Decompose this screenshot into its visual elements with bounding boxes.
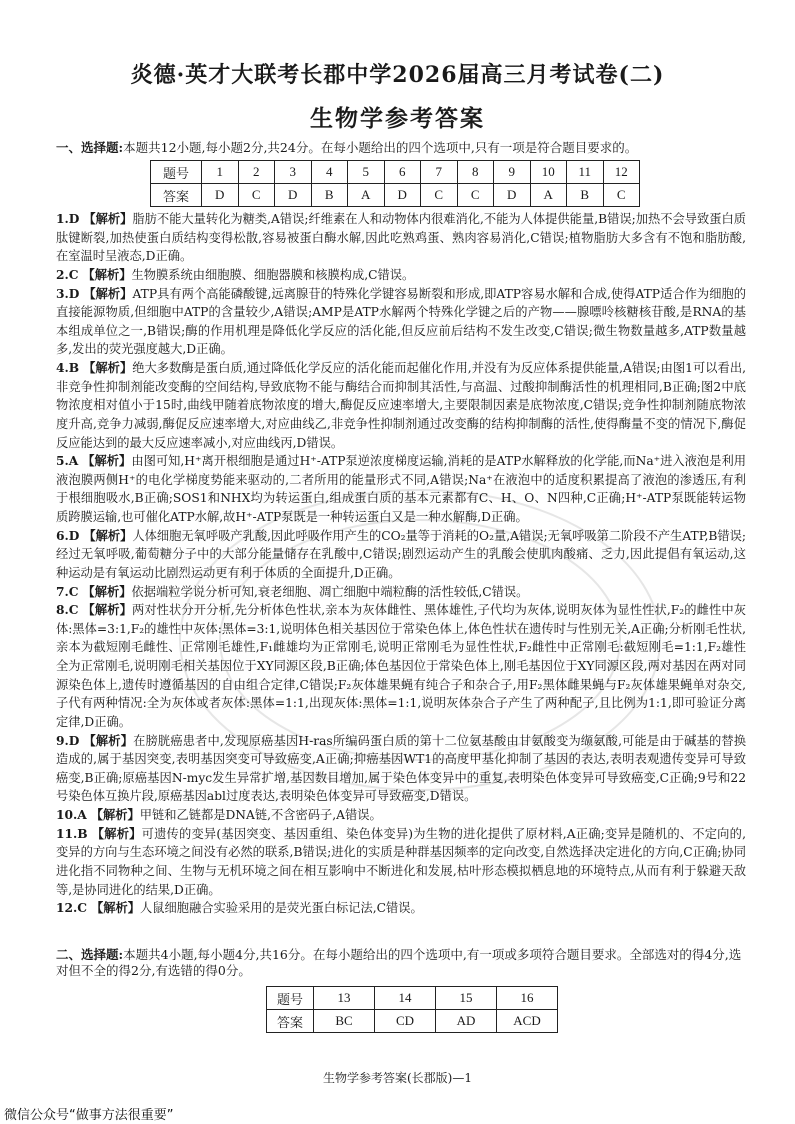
answer-cell: BC <box>314 1010 375 1033</box>
explanation-item <box>56 452 746 527</box>
answer-cell: AD <box>436 1010 497 1033</box>
row-label-question: 题号 <box>267 987 314 1010</box>
question-number-cell: 7 <box>421 161 458 184</box>
question-number-cell: 16 <box>497 987 558 1010</box>
answer-cell: B <box>311 184 348 207</box>
explanation-text: 人鼠细胞融合实验采用的是荧光蛋白标记法,C错误。 <box>139 901 423 916</box>
explanation-text: 绝大多数酶是蛋白质,通过降低化学反应的活化能而起催化作用,并没有为反应体系提供能量,A错误;由图1可以看出,非竞争性抑制剂能改变酶的空间结构,导致底物不能与酶结合而抑制其活性,与高温、过酸抑制酶活性的机理相同,B正确;图2中底物浓度相对值小于15时,曲线甲随着底物浓度的增大,酶促反应速率增大,主要限制因素是底物浓度,C错误;竞争性抑制剂随底物浓度升高,竞争力减弱,酶促反应速率增大,对应曲线乙,非竞争性抑制剂通过改变酶的结构抑制酶的活性,使得酶量不变的情况下,酶促反应能达到的最大反应速率减小,对应曲线丙,D错误。 <box>56 361 747 450</box>
explanation-number: 7.C <box>56 583 79 599</box>
question-number-cell: 6 <box>384 161 421 184</box>
table-row-answers <box>151 184 640 207</box>
explanation-item <box>56 266 746 285</box>
section2-answer-table <box>266 986 558 1033</box>
section1-answer-table <box>150 160 640 207</box>
row-label-question: 题号 <box>151 161 202 184</box>
question-number-cell: 13 <box>314 987 375 1010</box>
section1-heading: 一、选择题: <box>56 140 124 155</box>
question-number-cell: 14 <box>375 987 436 1010</box>
explanation-number: 10.A <box>56 807 87 822</box>
explanation-text: 甲链和乙链都是DNA链,不含密码子,A错误。 <box>139 808 382 822</box>
explanation-tag: 【解析】 <box>83 360 133 375</box>
section2-instruction: 本题共4小题,每小题4分,共16分。在每小题给出的四个选项中,有一项或多项符合题目要求。全部选对的得4分,选对但不全的得2分,有选错的得0分。 <box>56 947 742 978</box>
explanation-tag: 【解析】 <box>83 732 134 748</box>
answer-cell: B <box>567 184 604 207</box>
explanation-number: 12.C <box>56 900 88 916</box>
answer-cell: D <box>494 184 531 207</box>
answer-cell: C <box>603 184 640 207</box>
explanation-number: 11.B <box>56 825 88 841</box>
answer-cell: CD <box>375 1010 436 1033</box>
row-label-answer: 答案 <box>267 1010 314 1033</box>
explanation-item <box>56 285 746 360</box>
page-subtitle: 生物学参考答案 <box>310 105 485 132</box>
answer-cell: C <box>457 184 494 207</box>
explanation-tag: 【解析】 <box>82 453 132 469</box>
explanation-item <box>56 601 746 731</box>
explanation-tag: 【解析】 <box>90 900 140 916</box>
explanation-text: 人体细胞无氧呼吸产乳酸,因此呼吸作用产生的CO₂量等于消耗的O₂量,A错误;无氧呼吸第二阶段不产生ATP,B错误;经过无氧呼吸,葡萄糖分子中的大部分能量储存在乳酸中,C错误;剧烈运动产生的乳酸会使肌肉酸痛、乏力,因此提倡有氧运动,这种运动是有氧运动比剧烈运动更有利于体质的全面提升,D正确。 <box>56 528 746 580</box>
explanation-text: 在膀胱癌患者中,发现原癌基因H-ras所编码蛋白质的第十二位氨基酸由甘氨酸变为缬氨酸,可能是由于碱基的替换造成的,属于基因突变,表明基因突变可导致癌变,A正确;抑癌基因WT1的高度甲基化抑制了基因的表达,表明表观遗传变异可导致癌变,B正确;原癌基因N-myc发生异常扩增,基因数目增加,属于染色体变异中的重复,表明染色体变异可导致癌变,C正确;9号和22号染色体互换片段,原癌基因abl过度表达,表明染色体变异可导致癌变,D错误。 <box>56 733 747 804</box>
explanation-number: 6.D <box>56 527 80 543</box>
question-number-cell: 12 <box>603 161 640 184</box>
explanation-text: 可遗传的变异(基因突变、基因重组、染色体变异)为生物的进化提供了原材料,A正确;变异是随机的、不定向的,变异的方向与生态环境之间没有必然的联系,B错误;进化的实质是种群基因频率的定向改变,自然选择决定进化的方向,C正确;协同进化指不同物种之间、生物与无机环境之间在相互影响中不断进化和发展,枯叶形态模拟栖息地的环境特点,从而有利于躲避天敌等,是协同进化的结果,D正确。 <box>56 826 746 897</box>
answer-cell: A <box>348 184 385 207</box>
explanation-item <box>56 899 746 918</box>
explanation-item <box>56 806 746 825</box>
explanation-number: 9.D <box>56 732 80 748</box>
answer-cell: D <box>275 184 312 207</box>
question-number-cell: 2 <box>238 161 275 184</box>
table-row-questions <box>151 161 640 184</box>
page-footer: 生物学参考答案(长郡版)—1 <box>323 1071 472 1085</box>
explanations-list <box>56 210 746 918</box>
explanation-number: 4.B <box>56 360 80 375</box>
explanation-text: 由图可知,H⁺离开根细胞是通过H⁺-ATP泵逆浓度梯度运输,消耗的是ATP水解释放的化学能,而Na⁺进入液泡是利用液泡膜两侧H⁺的电化学梯度势能来驱动的,二者所用的能量形式不同,A错误;Na⁺在液泡中的适度积累提高了液泡的渗透压,有利于根细胞吸水,B正确;SOS1和NHX均为转运蛋白,组成蛋白质的基本元素都有C、H、O、N四种,C正确;H⁺-ATP泵既能转运物质跨膜运输,也可催化ATP水解,故H⁺-ATP泵既是一种转运蛋白又是一种水解酶,D正确。 <box>56 454 746 524</box>
explanation-tag: 【解析】 <box>83 211 133 226</box>
explanation-text: ATP具有两个高能磷酸键,远离腺苷的特殊化学键容易断裂和形成,即ATP容易水解和合成,使得ATP适合作为细胞的直接能源物质,但细胞中ATP的含量较少,A错误;AMP是ATP水解两个特殊化学键之后的产物——腺嘌呤核糖核苷酸,是RNA的基本组成单位之一,B错误;酶的作用机理是降低化学反应的活化能,但反应前后结构不发生改变,C错误;微生物数量越多,ATP数量越多,发出的荧光强度越大,D正确。 <box>56 286 746 357</box>
explanation-item <box>56 732 746 807</box>
question-number-cell: 11 <box>567 161 604 184</box>
explanation-tag: 【解析】 <box>82 602 132 618</box>
explanation-number: 2.C <box>56 266 79 282</box>
answer-cell: C <box>238 184 275 207</box>
explanation-item <box>56 210 746 266</box>
explanation-text: 依据端粒学说分析可知,衰老细胞、凋亡细胞中端粒酶的活性较低,C错误。 <box>131 584 529 599</box>
question-number-cell: 1 <box>202 161 239 184</box>
answer-cell: A <box>530 184 567 207</box>
question-number-cell: 4 <box>311 161 348 184</box>
explanation-number: 8.C <box>56 602 79 618</box>
section2-heading: 二、选择题: <box>56 947 124 962</box>
explanation-tag: 【解析】 <box>91 825 142 841</box>
answer-cell: D <box>384 184 421 207</box>
explanation-tag: 【解析】 <box>82 266 132 282</box>
explanation-item <box>56 359 746 452</box>
explanation-item <box>56 527 746 583</box>
explanation-item <box>56 583 746 602</box>
row-label-answer: 答案 <box>151 184 202 207</box>
explanation-item <box>56 825 746 900</box>
explanation-text: 两对性状分开分析,先分析体色性状,亲本为灰体雌性、黑体雄性,子代均为灰体,说明灰体为显性性状,F₂的雌性中灰体:黑体=3:1,F₂的雄性中灰体:黑体=3:1,说明体色相关基因位于常染色体上,体色性状在遗传时与性别无关,A正确;分析刚毛性状,亲本为截短刚毛雌性、正常刚毛雄性,F₁雌雄均为正常刚毛,说明正常刚毛为显性性状,F₂雌性中正常刚毛:截短刚毛=1:1,F₂雄性全为正常刚毛,说明刚毛相关基因位于XY同源区段,B正确;体色基因位于常染色体上,刚毛基因位于XY同源区段,两对基因在两对同源染色体上,遗传时遵循基因的自由组合定律,C错误;F₂灰体雄果蝇有纯合子和杂合子,用F₂黑体雌果蝇与F₂灰体雄果蝇单对杂交,子代有两种情况:全为灰体或者灰体:黑体=1:1,出现灰体:黑体=1:1,说明灰体杂合子产生了两种配子,且比例为1:1,即可验证分离定律,D正确。 <box>56 603 746 729</box>
table-row-answers <box>267 1010 558 1033</box>
page-title: 炎德·英才大联考长郡中学2026届高三月考试卷(二) <box>130 62 665 88</box>
explanation-tag: 【解析】 <box>82 583 132 599</box>
section1-instruction: 本题共12小题,每小题2分,共24分。在每小题给出的四个选项中,只有一项是符合题目要求的。 <box>123 140 638 155</box>
explanation-text: 生物膜系统由细胞膜、细胞器膜和核膜构成,C错误。 <box>131 267 415 282</box>
question-number-cell: 8 <box>457 161 494 184</box>
question-number-cell: 5 <box>348 161 385 184</box>
explanation-text: 脂肪不能大量转化为糖类,A错误;纤维素在人和动物体内很难消化,不能为人体提供能量,B错误;加热不会导致蛋白质肽键断裂,加热使蛋白质结构变得松散,容易被蛋白酶水解,因此吃熟鸡蛋、熟肉容易消化,C错误;植物脂肪大多含有不饱和脂肪酸,在室温时呈液态,D正确。 <box>56 212 746 264</box>
explanation-tag: 【解析】 <box>90 807 140 822</box>
section2-header <box>56 947 746 979</box>
wechat-caption: 微信公众号“做事方法很重要” <box>4 1108 174 1123</box>
question-number-cell: 3 <box>275 161 312 184</box>
explanation-number: 3.D <box>56 285 80 301</box>
section1-header <box>56 140 746 156</box>
question-number-cell: 9 <box>494 161 531 184</box>
question-number-cell: 15 <box>436 987 497 1010</box>
explanation-number: 1.D <box>56 211 80 226</box>
answer-cell: ACD <box>497 1010 558 1033</box>
table-row-questions <box>267 987 558 1010</box>
answer-cell: C <box>421 184 458 207</box>
explanation-tag: 【解析】 <box>83 527 133 543</box>
answer-cell: D <box>202 184 239 207</box>
question-number-cell: 10 <box>530 161 567 184</box>
explanation-number: 5.A <box>56 453 79 469</box>
explanation-tag: 【解析】 <box>83 285 133 301</box>
